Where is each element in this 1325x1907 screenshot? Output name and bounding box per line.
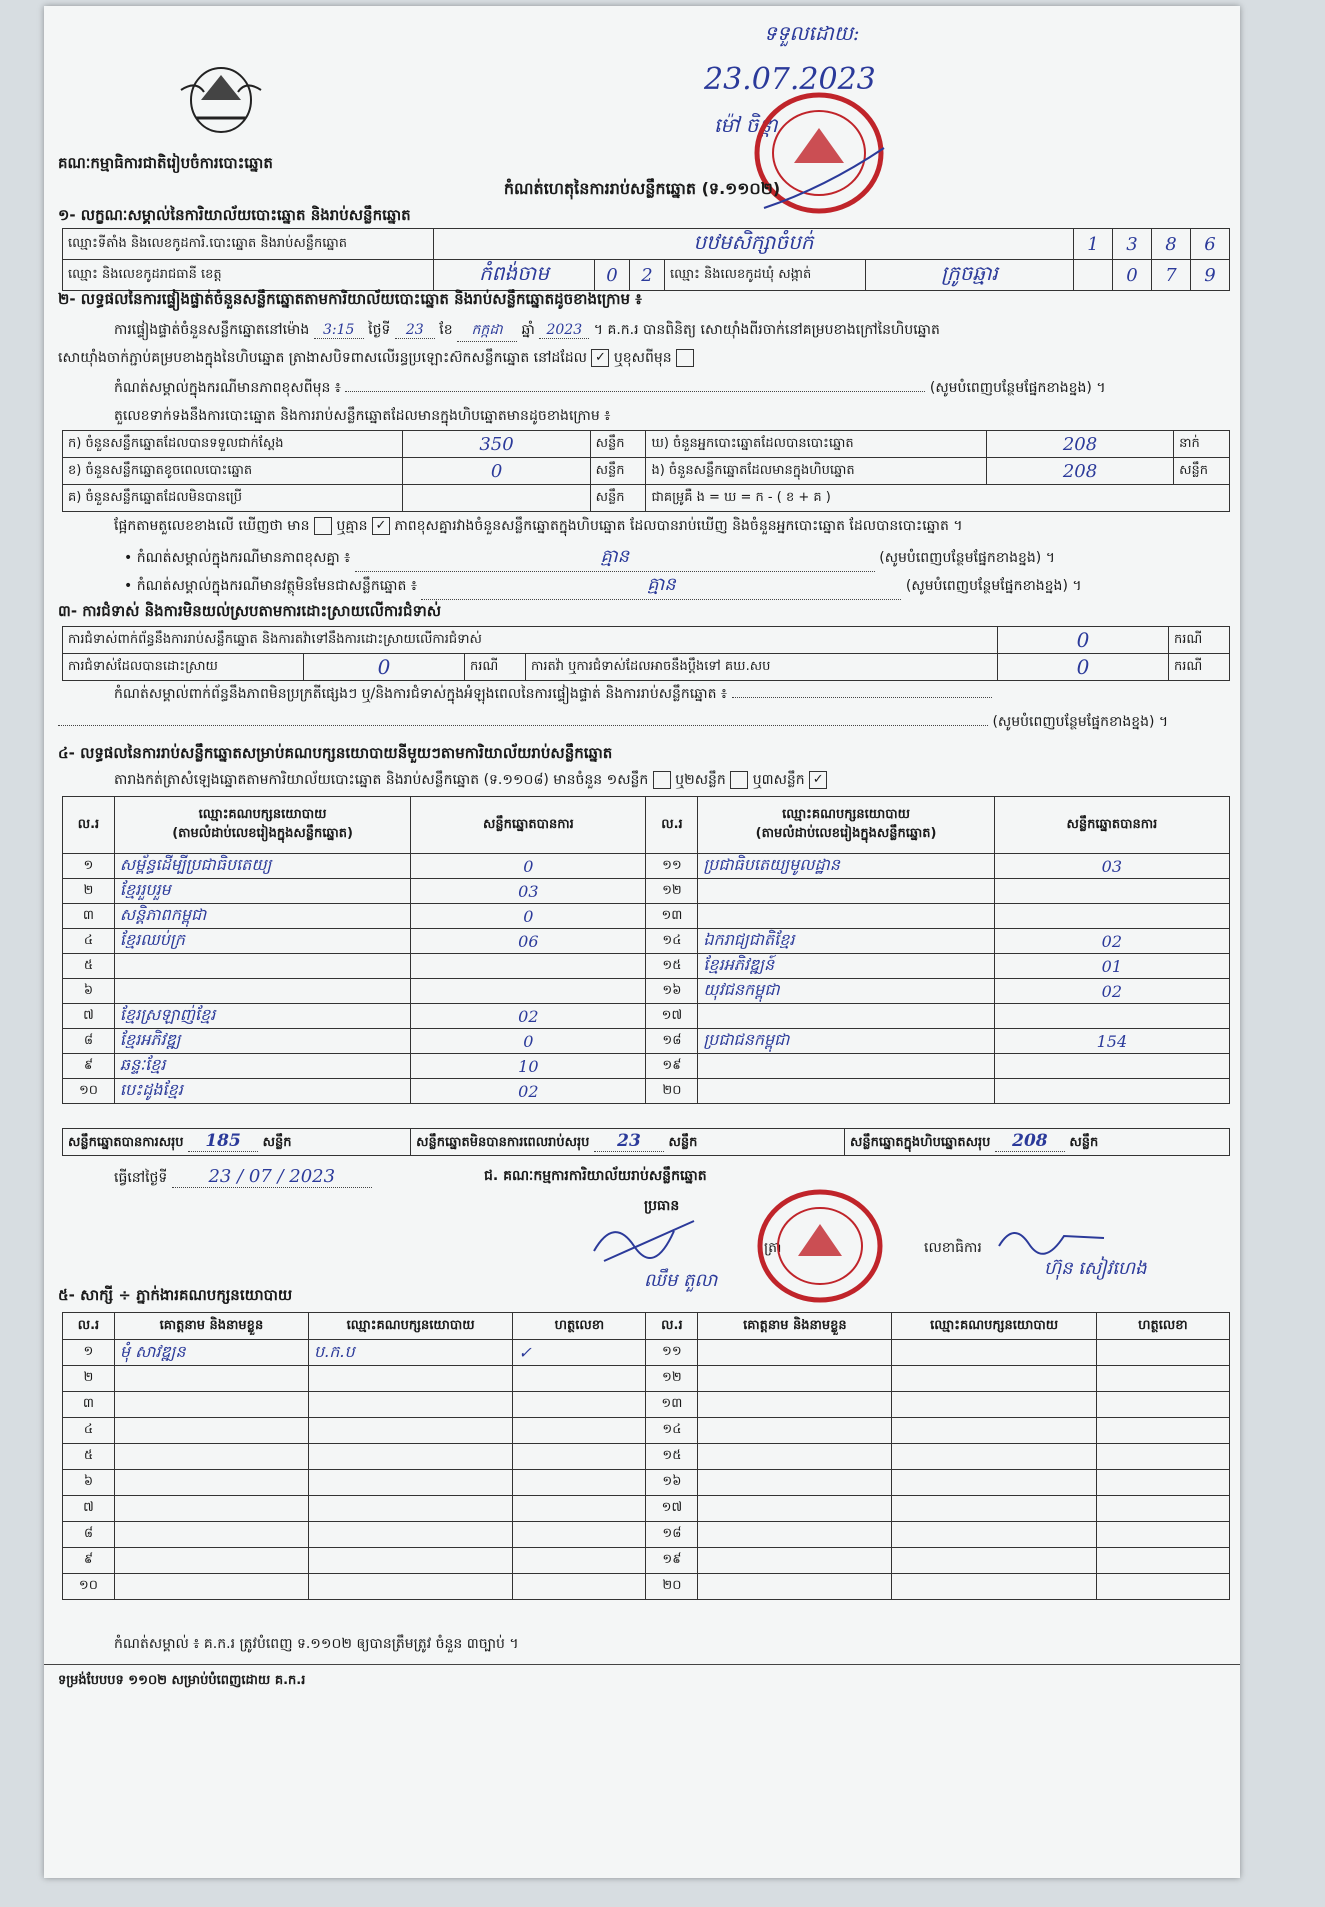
party-name (114, 954, 410, 979)
seal-label: ត្រា (764, 1240, 782, 1256)
section5-title: ៥- សាក្សី ÷ ភ្នាក់ងារគណបក្សនយោបាយ (58, 1286, 293, 1304)
commune-code-2: 7 (1152, 260, 1191, 291)
province-label: ឈ្មោះ និងលេខកូដរាជធានី ខេត្ត (63, 260, 434, 291)
figures-intro: តួលេខទាក់ទងនឹងការបោះឆ្នោត និងការរាប់សន្លឹកឆ្នោតដែលមានក្នុងហិបឆ្នោតមានដូចខាងក្រោម ៖ (114, 408, 611, 424)
witness-name (114, 1574, 308, 1600)
witness-signature (1096, 1496, 1229, 1522)
row-number: ១១ (646, 1340, 698, 1366)
witness-party (892, 1340, 1096, 1366)
secretary-label: លេខាធិការ (924, 1240, 982, 1256)
row-number: ១៨ (646, 1522, 698, 1548)
list-item (63, 1418, 1230, 1444)
witness-signature (1096, 1444, 1229, 1470)
station-code-3: 8 (1152, 229, 1191, 260)
commune-code-1: 0 (1113, 260, 1152, 291)
witness-name (114, 1496, 308, 1522)
row-number: ១៦ (646, 979, 698, 1004)
vote-count (411, 954, 646, 979)
vote-count: 06 (411, 929, 646, 954)
witness-name (114, 1444, 308, 1470)
row-number: ៤ (63, 1418, 115, 1444)
row-number: ៣ (63, 904, 115, 929)
section1-title: ១- លក្ខណៈសម្គាល់នៃការិយាល័យបោះឆ្នោត និងរាប់សន្លឹកឆ្នោត (58, 206, 411, 224)
witness-signature (513, 1470, 646, 1496)
witness-party (892, 1418, 1096, 1444)
table-row (63, 1079, 1230, 1104)
same-checkbox[interactable]: ✓ (591, 349, 609, 367)
witness-name (698, 1470, 892, 1496)
vote-count: 0 (411, 1029, 646, 1054)
row-number: ១៦ (646, 1470, 698, 1496)
chair-name: ឈឹម តួលា (644, 1270, 718, 1291)
witness-name (698, 1548, 892, 1574)
witness-table: ល.រ គោត្តនាម និងនាមខ្លួន ឈ្មោះគណបក្សនយោបាយ ហត្ថលេខា ល.រ គោត្តនាម និងនាមខ្លួន ឈ្មោះគណបក្សនយោបាយ ហត្ថលេខា ១ មុំ សាវឌ្ឍន ប.ក.ប ✓ ១១ ២ ១២ ៣ ១៣ ៤ ១៤ ៥ ១៥ ៦ ១៦ ៧ ១៧ ៨ ១៨ ៩ ១៩ ១០ ២០ (62, 1312, 1230, 1600)
no-diff-checkbox[interactable]: ✓ (372, 517, 390, 535)
row-number: ១៩ (646, 1054, 698, 1079)
vote-count: 10 (411, 1054, 646, 1079)
party-name (698, 904, 994, 929)
party-name: ប្រជាជនកម្ពុជា (698, 1029, 994, 1054)
received-date: 23.07.2023 (704, 62, 876, 97)
commune-name: ក្រូចឆ្មារ (866, 260, 1074, 291)
witness-name (114, 1366, 308, 1392)
row-number: ៦ (63, 1470, 115, 1496)
objection-value: 0 (998, 627, 1169, 654)
e-label: ង) ចំនួនសន្លឹកឆ្នោតដែលមានក្នុងហិបឆ្នោត (646, 458, 986, 485)
c-label: គ) ចំនួនសន្លឹកឆ្នោតដែលមិនបានប្រើ (63, 485, 403, 512)
row-number: ១៥ (646, 1444, 698, 1470)
section4-title: ៤- លទ្ធផលនៃការរាប់សន្លឹកឆ្នោតសម្រាប់គណបក្សនយោបាយនីមួយៗតាមការិយាល័យរាប់សន្លឹកឆ្នោត (58, 744, 613, 762)
vote-count: 02 (994, 979, 1229, 1004)
party-name (698, 879, 994, 904)
list-item (63, 1366, 1230, 1392)
witness-name (698, 1392, 892, 1418)
objections-table: ការជំទាស់ពាក់ព័ន្ធនឹងការរាប់សន្លឹកឆ្នោត និងការតវ៉ាទៅនឹងការដោះស្រាយលើការជំទាស់ 0 ករណី ការជំទាស់ដែលបានដោះស្រាយ 0 ករណី ការតវ៉ា ឬការជំទាស់ដែលអាចនឹងប្តឹងទៅ គឃ.សប 0 ករណី (62, 626, 1230, 681)
party-name: ខ្មែររួបរួម (114, 879, 410, 904)
row-number: ២០ (646, 1574, 698, 1600)
d-value: 208 (986, 431, 1173, 458)
witness-party (309, 1366, 513, 1392)
party-name: ខ្មែរអភិវឌ្ឍ (114, 1029, 410, 1054)
witness-signature (1096, 1548, 1229, 1574)
diff-note: • កំណត់សម្គាល់ក្នុងករណីមានភាពខុសគ្នា ៖ គ្មាន (សូមបំពេញបន្ថែមផ្នែកខាងខ្នង) ។ (124, 544, 1224, 572)
witness-signature (513, 1444, 646, 1470)
row-number: ១១ (646, 854, 698, 879)
witness-signature (513, 1392, 646, 1418)
two-sheet-checkbox[interactable] (730, 771, 748, 789)
form-title: កំណត់ហេតុនៃការរាប់សន្លឹកឆ្នោត (ទ.១១០២) (503, 179, 781, 198)
party-name: ឆន្ទៈខ្មែរ (114, 1054, 410, 1079)
witness-signature (513, 1548, 646, 1574)
row-number: ១៩ (646, 1548, 698, 1574)
row-number: ៥ (63, 954, 115, 979)
table-row (63, 954, 1230, 979)
e-value: 208 (986, 458, 1173, 485)
witness-party (892, 1470, 1096, 1496)
row-number: ១ (63, 1340, 115, 1366)
received-label: ទទួលដោយ: (764, 21, 860, 45)
c-value (403, 485, 590, 512)
row-number: ១២ (646, 879, 698, 904)
row-number: ៥ (63, 1444, 115, 1470)
chair-label: ប្រធាន (644, 1198, 680, 1214)
witness-signature (1096, 1574, 1229, 1600)
station-label: ឈ្មោះទីតាំង និងលេខកូដការិ.បោះឆ្នោត និងរាប់សន្លឹកឆ្នោត (63, 229, 434, 260)
row-number: ១៣ (646, 904, 698, 929)
witness-signature (1096, 1522, 1229, 1548)
committee-label: ជ. គណៈកម្មការការិយាល័យរាប់សន្លឹកឆ្នោត (484, 1168, 707, 1184)
verify-line: ការផ្ទៀងផ្ទាត់ចំនួនសន្លឹកឆ្នោតនៅម៉ោង 3:15 ថ្ងៃទី 23 ខែ កក្កដា ឆ្នាំ 2023 ។ គ.ក.រ បានពិនិត្យ សោយ៉ាំងពីរចាក់នៅគម្របខាងក្រៅនៃហិបឆ្នោត (114, 320, 1224, 342)
has-diff-checkbox[interactable] (314, 517, 332, 535)
witness-signature (1096, 1366, 1229, 1392)
witness-name (698, 1574, 892, 1600)
witness-name (698, 1496, 892, 1522)
witness-party (892, 1392, 1096, 1418)
row-number: ៦ (63, 979, 115, 1004)
party-name: យុវជនកម្ពុជា (698, 979, 994, 1004)
party-name: បេះដូងខ្មែរ (114, 1079, 410, 1104)
list-item (63, 1574, 1230, 1600)
witness-signature (513, 1522, 646, 1548)
sheets-line: តារាងកត់ត្រាសំឡេងឆ្នោតតាមការិយាល័យបោះឆ្នោត និងរាប់សន្លឹកឆ្នោត (ទ.១១០៨) មានចំនួន ១សន្លឹក ឬ២សន្លឹក ឬ៣សន្លឹក ✓ (114, 770, 827, 791)
row-number: ១ (63, 854, 115, 879)
row-number: ២ (63, 1366, 115, 1392)
witness-party (309, 1548, 513, 1574)
form-paper (44, 6, 1240, 1878)
results-table: ល.រ ឈ្មោះគណបក្សនយោបាយ (តាមលំដាប់លេខរៀងក្នុងសន្លឹកឆ្នោត) សន្លឹកឆ្នោតបានការ ល.រ ឈ្មោះគណបក្សនយោបាយ (តាមលំដាប់លេខរៀងក្នុងសន្លឹកឆ្នោត) សន្លឹកឆ្នោតបានការ ១ សម្ព័ន្ធដើម្បីប្រជាធិបតេយ្យ 0 ១១ ប្រជាធិបតេយ្យមូលដ្ឋាន 03 ២ ខ្មែររួបរួម 03 ១២ ៣ សន្តិភាពកម្ពុជា 0 ១៣ ៤ ខ្មែរឈប់ក្រ 06 ១៤ ឯករាជ្យជាតិខ្មែរ 02 ៥ ១៥ ខ្មែរអភិវឌ្ឍន៍ 01 ៦ ១៦ យុវជនកម្ពុជា 02 ៧ ខ្មែរស្រឡាញ់ខ្មែរ 02 ១៧ ៨ ខ្មែរអភិវឌ្ឍ 0 ១៨ ប្រជាជនកម្ពុជា 154 ៩ ឆន្ទៈខ្មែរ 10 ១៩ ១០ បេះដូងខ្មែរ 02 ២០ (62, 796, 1230, 1104)
row-number: ១០ (63, 1079, 115, 1104)
province-code-1: 0 (595, 260, 630, 291)
witness-party (309, 1470, 513, 1496)
form-id: ទម្រង់បែបបទ ១១០២ សម្រាប់បំពេញដោយ គ.ក.រ (58, 1673, 306, 1688)
appeal-label: ការតវ៉ា ឬការជំទាស់ដែលអាចនឹងប្តឹងទៅ គឃ.សប (526, 654, 998, 681)
list-item (63, 1340, 1230, 1366)
secretary-signature-icon (994, 1216, 1114, 1256)
row-number: ១៤ (646, 1418, 698, 1444)
witness-name (114, 1522, 308, 1548)
witness-name (114, 1548, 308, 1574)
a-value: 350 (403, 431, 590, 458)
resolved-label: ការជំទាស់ដែលបានដោះស្រាយ (63, 654, 304, 681)
row-number: ១៧ (646, 1496, 698, 1522)
witness-party (309, 1418, 513, 1444)
witness-signature (1096, 1470, 1229, 1496)
list-item (63, 1522, 1230, 1548)
witness-name: មុំ សាវឌ្ឍន (114, 1340, 308, 1366)
committee-stamp-icon (750, 1186, 890, 1306)
objection-label: ការជំទាស់ពាក់ព័ន្ធនឹងការរាប់សន្លឹកឆ្នោត និងការតវ៉ាទៅនឹងការដោះស្រាយលើការជំទាស់ (63, 627, 998, 654)
vote-count: 0 (411, 904, 646, 929)
witness-name (698, 1522, 892, 1548)
witness-name (114, 1470, 308, 1496)
row-number: ១៧ (646, 1004, 698, 1029)
witness-party (892, 1548, 1096, 1574)
nec-emblem-icon (176, 60, 266, 138)
party-name: ឯករាជ្យជាតិខ្មែរ (698, 929, 994, 954)
witness-party (892, 1496, 1096, 1522)
vote-count: 154 (994, 1029, 1229, 1054)
seal-line: សោយ៉ាំងចាក់ភ្ជាប់គម្របខាងក្នុងនៃហិបឆ្នោត ត្រាងាសបិទពាសលើរន្ធប្រឡោះស៊កសន្លឹកឆ្នោត នៅដដែល ✓ ឬខុសពីមុន (58, 348, 1218, 369)
chair-signature-icon (584, 1211, 704, 1271)
vote-count: 03 (411, 879, 646, 904)
vote-count: 02 (994, 929, 1229, 954)
witness-party (309, 1522, 513, 1548)
b-value: 0 (403, 458, 590, 485)
compare-line: ផ្អែកតាមតួលេខខាងលើ ឃើញថា មាន ឬគ្មាន ✓ ភាពខុសគ្នារវាងចំនួនសន្លឹកឆ្នោតក្នុងហិបឆ្នោត ដែលបានរាប់ឃើញ និងចំនួនអ្នកបោះឆ្នោត ដែលបានបោះឆ្នោត ។ (114, 518, 963, 534)
vote-count: 02 (411, 1079, 646, 1104)
table-row (63, 979, 1230, 1004)
commission-name: គណៈកម្មាធិការជាតិរៀបចំការបោះឆ្នោត (58, 154, 273, 172)
section3-title: ៣- ការជំទាស់ និងការមិនយល់ស្របតាមការដោះស្រាយលើការជំទាស់ (58, 602, 442, 620)
row-number: ១២ (646, 1366, 698, 1392)
witness-name (698, 1366, 892, 1392)
vote-count: 0 (411, 854, 646, 879)
table-row (63, 879, 1230, 904)
table-row (63, 854, 1230, 879)
secretary-name: ហ៊ុន សៀវហេង (1044, 1258, 1147, 1279)
witness-party (309, 1496, 513, 1522)
party-name (114, 979, 410, 1004)
witness-party (892, 1522, 1096, 1548)
row-number: ៧ (63, 1004, 115, 1029)
station-code-2: 3 (1113, 229, 1152, 260)
party-name (698, 1079, 994, 1104)
foreign-note: • កំណត់សម្គាល់ក្នុងករណីមានវត្ថុមិនមែនជាសន្លឹកឆ្នោត ៖ គ្មាន (សូមបំពេញបន្ថែមផ្នែកខាងខ្នង) ។ (124, 572, 1224, 600)
row-number: ៨ (63, 1522, 115, 1548)
witness-signature (1096, 1340, 1229, 1366)
vote-count: 03 (994, 854, 1229, 879)
section1-table (62, 228, 1230, 291)
party-name: សន្តិភាពកម្ពុជា (114, 904, 410, 929)
row-number: ៤ (63, 929, 115, 954)
witness-name (698, 1418, 892, 1444)
vote-count (994, 1004, 1229, 1029)
party-name (698, 1004, 994, 1029)
witness-name (114, 1418, 308, 1444)
list-item (63, 1444, 1230, 1470)
vote-count: 01 (994, 954, 1229, 979)
witness-party (892, 1366, 1096, 1392)
list-item (63, 1496, 1230, 1522)
witness-signature (513, 1418, 646, 1444)
row-number: ១៥ (646, 954, 698, 979)
footer-note: កំណត់សម្គាល់ ៖ គ.ក.រ ត្រូវបំពេញ ទ.១១០២ ឲ្យបានត្រឹមត្រូវ ចំនួន ៣ច្បាប់ ។ (114, 1636, 519, 1652)
vote-count (994, 1054, 1229, 1079)
resolved-value: 0 (304, 654, 465, 681)
witness-name (698, 1444, 892, 1470)
witness-party (309, 1444, 513, 1470)
table-row (63, 904, 1230, 929)
witness-party (892, 1444, 1096, 1470)
row-number: ២០ (646, 1079, 698, 1104)
table-row (63, 1004, 1230, 1029)
vote-count (994, 879, 1229, 904)
table-row (63, 929, 1230, 954)
totals-table (62, 1128, 1230, 1156)
irregularity-note: កំណត់សម្គាល់ពាក់ព័ន្ធនឹងភាពមិនប្រក្រតីផ្សេងៗ ឬ/និងការជំទាស់ក្នុងអំឡុងពេលនៃការផ្ទៀងផ្ទាត់ និងការរាប់សន្លឹកឆ្នោត ៖ (114, 684, 1224, 705)
station-code-4: 6 (1191, 229, 1230, 260)
party-name: ប្រជាធិបតេយ្យមូលដ្ឋាន (698, 854, 994, 879)
witness-party (309, 1574, 513, 1600)
vote-count: 02 (411, 1004, 646, 1029)
row-number: ១០ (63, 1574, 115, 1600)
party-name: ខ្មែរឈប់ក្រ (114, 929, 410, 954)
station-code-1: 1 (1074, 229, 1113, 260)
received-name: ម៉ៅ ចិន្តា (714, 113, 778, 137)
total-valid: សន្លឹកឆ្នោតបានការសរុប 185 សន្លឹក (63, 1129, 411, 1156)
row-number: ១៨ (646, 1029, 698, 1054)
table-row (63, 1029, 1230, 1054)
a-label: ក) ចំនួនសន្លឹកឆ្នោតដែលបានទទួលជាក់ស្តែង (63, 431, 403, 458)
party-name (698, 1054, 994, 1079)
row-number: ៩ (63, 1054, 115, 1079)
changed-checkbox[interactable] (676, 349, 694, 367)
row-number: ១៣ (646, 1392, 698, 1418)
party-name: ខ្មែរស្រឡាញ់ខ្មែរ (114, 1004, 410, 1029)
row-number: ២ (63, 879, 115, 904)
sign-date: ធ្វើនៅថ្ងៃទី 23 / 07 / 2023 (114, 1166, 372, 1189)
witness-party: ប.ក.ប (309, 1340, 513, 1366)
witness-signature (1096, 1392, 1229, 1418)
province-code-2: 2 (630, 260, 665, 291)
three-sheet-checkbox[interactable]: ✓ (809, 771, 827, 789)
vote-count (994, 1079, 1229, 1104)
row-number: ៩ (63, 1548, 115, 1574)
vote-count (994, 904, 1229, 929)
party-name: សម្ព័ន្ធដើម្បីប្រជាធិបតេយ្យ (114, 854, 410, 879)
row-number: ៧ (63, 1496, 115, 1522)
list-item (63, 1470, 1230, 1496)
total-invalid: សន្លឹកឆ្នោតមិនបានការពេលរាប់សរុប 23 សន្លឹក (411, 1129, 845, 1156)
witness-party (309, 1392, 513, 1418)
one-sheet-checkbox[interactable] (653, 771, 671, 789)
row-number: ១៤ (646, 929, 698, 954)
witness-signature (1096, 1418, 1229, 1444)
witness-party (892, 1574, 1096, 1600)
row-number: ៨ (63, 1029, 115, 1054)
witness-signature: ✓ (513, 1340, 646, 1366)
witness-signature (513, 1496, 646, 1522)
list-item (63, 1548, 1230, 1574)
formula: ជាគម្រូគឺ ង = ឃ = ក - ( ខ + គ ) (646, 485, 1230, 512)
table-row (63, 1054, 1230, 1079)
total-in-box: សន្លឹកឆ្នោតក្នុងហិបឆ្នោតសរុប 208 សន្លឹក (845, 1129, 1230, 1156)
station-name: បឋមសិក្សាចំបក់ (434, 229, 1074, 260)
witness-signature (513, 1366, 646, 1392)
irregularity-note-2: (សូមបំពេញបន្ថែមផ្នែកខាងខ្នង) ។ (58, 712, 1224, 733)
witness-name (698, 1340, 892, 1366)
commune-label: ឈ្មោះ និងលេខកូដឃុំ សង្កាត់ (665, 260, 866, 291)
appeal-value: 0 (998, 654, 1169, 681)
section2-title: ២- លទ្ធផលនៃការផ្ទៀងផ្ទាត់ចំនួនសន្លឹកឆ្នោតតាមការិយាល័យបោះឆ្នោត និងរាប់សន្លឹកឆ្នោតដូចខាងក្រោម ៖ (58, 290, 642, 308)
party-name: ខ្មែរអភិវឌ្ឍន៍ (698, 954, 994, 979)
witness-name (114, 1392, 308, 1418)
witness-signature (513, 1574, 646, 1600)
commune-code-3: 9 (1191, 260, 1230, 291)
province-name: កំពង់ចាម (434, 260, 595, 291)
vote-count (411, 979, 646, 1004)
change-note: កំណត់សម្គាល់ក្នុងករណីមានភាពខុសពីមុន ៖ (សូមបំពេញបន្ថែមផ្នែកខាងខ្នង) ។ (114, 380, 1106, 396)
list-item (63, 1392, 1230, 1418)
row-number: ៣ (63, 1392, 115, 1418)
b-label: ខ) ចំនួនសន្លឹកឆ្នោតខូចពេលបោះឆ្នោត (63, 458, 403, 485)
figures-table: ក) ចំនួនសន្លឹកឆ្នោតដែលបានទទួលជាក់ស្តែង 350 សន្លឹក ឃ) ចំនួនអ្នកបោះឆ្នោតដែលបានបោះឆ្នោត 208 នាក់ ខ) ចំនួនសន្លឹកឆ្នោតខូចពេលបោះឆ្នោត 0 សន្លឹក ង) ចំនួនសន្លឹកឆ្នោតដែលមានក្នុងហិបឆ្នោត 208 សន្លឹក គ) ចំនួនសន្លឹកឆ្នោតដែលមិនបានប្រើ សន្លឹក ជាគម្រូគឺ ង = ឃ = ក - ( ខ + គ ) (62, 430, 1230, 512)
d-label: ឃ) ចំនួនអ្នកបោះឆ្នោតដែលបានបោះឆ្នោត (646, 431, 986, 458)
